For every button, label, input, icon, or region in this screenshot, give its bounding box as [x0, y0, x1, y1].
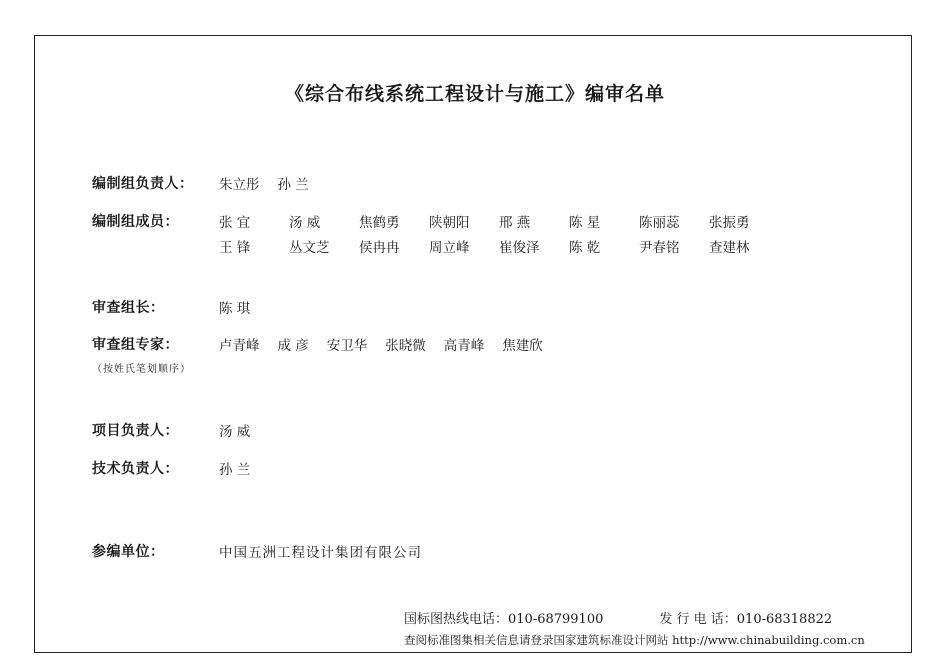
person-name: 汤 威: [289, 215, 321, 231]
review-leader-label: 审查组长：: [92, 300, 165, 316]
person-name: 张 宜: [219, 215, 251, 231]
project-leader-names: [219, 420, 268, 440]
person-name: 安卫华: [326, 338, 368, 354]
page-title: 《综合布线系统工程设计与施工》编审名单: [284, 83, 665, 105]
person-name: 张振勇: [709, 215, 750, 231]
person-name: 丛文芝: [289, 240, 330, 256]
compile-leader-label: 编制组负责人：: [92, 176, 194, 192]
person-name: 陕朝阳: [429, 215, 470, 231]
participating-unit-label: 参编单位：: [92, 544, 165, 560]
sort-order-note: （按姓氏笔划顺序）: [92, 364, 191, 375]
person-name: 查建林: [709, 240, 750, 256]
hotline-phone: 国标图热线电话：010-68799100: [404, 612, 604, 627]
compile-members-row-1: [219, 211, 779, 231]
person-name: 陈 星: [569, 215, 601, 231]
compile-members-row-2: [219, 236, 779, 256]
person-name: 高青峰: [443, 338, 485, 354]
footer-website-note: 查阅标准图集相关信息请登录国家建筑标准设计网站 http://www.chinabuilding.com.cn: [404, 633, 865, 647]
person-name: 焦建欣: [502, 338, 543, 354]
person-name: 崔俊泽: [499, 240, 540, 256]
person-name: 孙 兰: [219, 462, 251, 478]
person-name: 陈 琪: [219, 301, 251, 317]
tech-leader-label: 技术负责人：: [92, 461, 179, 477]
person-name: 张晓微: [385, 338, 426, 354]
person-name: 卢青峰: [219, 338, 260, 354]
person-name: 焦鹤勇: [359, 215, 400, 231]
compile-members-label: 编制组成员：: [92, 214, 179, 230]
review-experts-label: 审查组专家：: [92, 337, 179, 353]
review-experts-names: [219, 334, 561, 354]
person-name: 汤 威: [219, 424, 251, 440]
person-name: 孙 兰: [277, 177, 309, 193]
footer-phones: [404, 608, 832, 627]
person-name: 邢 燕: [499, 215, 531, 231]
distribution-phone: 发 行 电 话：010-68318822: [659, 612, 833, 627]
review-leader-names: [219, 297, 268, 317]
project-leader-label: 项目负责人：: [92, 423, 179, 439]
person-name: 陈丽蕊: [639, 215, 680, 231]
tech-leader-names: [219, 458, 268, 478]
compile-leader-names: [219, 173, 327, 193]
person-name: 陈 乾: [569, 240, 601, 256]
person-name: 朱立彤: [219, 177, 260, 193]
person-name: 周立峰: [429, 240, 470, 256]
person-name: 侯冉冉: [359, 240, 400, 256]
person-name: 王 锋: [219, 240, 251, 256]
participating-unit-name: 中国五洲工程设计集团有限公司: [219, 545, 422, 561]
person-name: 成 彦: [277, 338, 309, 354]
person-name: 尹春铭: [639, 240, 680, 256]
